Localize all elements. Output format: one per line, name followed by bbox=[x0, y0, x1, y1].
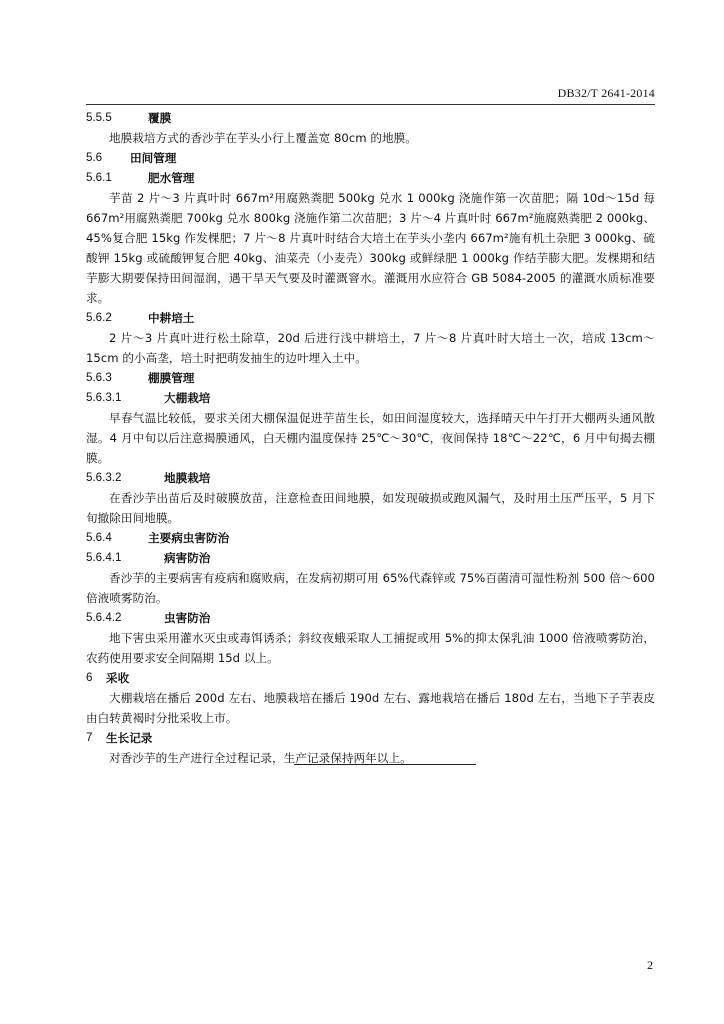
section-title: 主要病虫害防治 bbox=[148, 531, 230, 545]
paragraph: 大棚栽培在播后 200d 左右、地膜栽培在播后 190d 左右、露地栽培在播后 180d 左右，当地下子芋表皮由白转黄褐时分批采收上市。 bbox=[86, 691, 655, 725]
section-heading bbox=[86, 308, 655, 328]
section-title: 中耕培土 bbox=[148, 311, 195, 325]
section-number: 5.6.4 bbox=[86, 531, 112, 544]
paragraph: 地下害虫采用灌水灭虫或毒饵诱杀；斜纹夜蛾采取人工捕捉或用 5%的抑太保乳油 1000 倍液喷雾防治，农药使用要求安全间隔期 15d 以上。 bbox=[86, 631, 655, 665]
section-number: 5.5.5 bbox=[86, 111, 112, 124]
section-heading bbox=[86, 368, 655, 388]
paragraph: 2 片～3 片真叶进行松土除草，20d 后进行浅中耕培土，7 片～8 片真叶时大培土一次，培成 13cm～15cm 的小高垄，培土时把萌发抽生的边叶埋入土中。 bbox=[86, 331, 655, 365]
section-heading bbox=[86, 468, 655, 488]
section-heading bbox=[86, 388, 655, 408]
section-number: 7 bbox=[86, 731, 93, 744]
section-heading bbox=[86, 528, 655, 548]
header-divider bbox=[86, 104, 655, 105]
document-code: DB32/T 2641-2014 bbox=[557, 86, 655, 100]
paragraph: 在香沙芋出苗后及时破膜放苗，注意检查田间地膜，如发现破损或跑风漏气，及时用土压严压平，5 月下旬撤除田间地膜。 bbox=[86, 491, 655, 525]
section-title: 棚膜管理 bbox=[148, 371, 195, 385]
paragraph: 地膜栽培方式的香沙芋在芋头小行上覆盖宽 80cm 的地膜。 bbox=[109, 131, 417, 145]
section-number: 5.6.3 bbox=[86, 371, 112, 384]
paragraph: 芋苗 2 片～3 片真叶时 667m²用腐熟粪肥 500kg 兑水 1 000kg 浇施作第一次苗肥；隔 10d～15d 每 667m²用腐熟粪肥 700kg 兑水 800kg 浇施作第二次苗肥；3 片～4 片真叶时 667m²施腐熟粪肥 2 000kg、45%复合肥 15kg 作发棵肥；7 片～8 片真叶时结合大培土在芋头小垄内 667m²施有机土杂肥 3 000kg、硫酸钾 15kg 或硫酸钾复合肥 40kg、油菜壳（小麦壳）300kg 或鲜绿肥 1 000kg 作结芋膨大肥。发棵期和结芋膨大期要保持田间湿润，遇干旱天气要及时灌溉窨水。灌溉用水应符合 GB 5084-2005 的灌溉水质标准要求。 bbox=[86, 191, 655, 305]
section-number: 5.6.4.2 bbox=[86, 611, 122, 624]
section-title: 地膜栽培 bbox=[164, 471, 211, 485]
section-heading bbox=[86, 108, 655, 128]
page-number: 2 bbox=[647, 958, 653, 972]
section-number: 5.6.2 bbox=[86, 311, 112, 324]
section-heading bbox=[86, 668, 655, 688]
document-body bbox=[86, 108, 655, 768]
section-number: 5.6.4.1 bbox=[86, 551, 122, 564]
section-number: 5.6.3.2 bbox=[86, 471, 122, 484]
section-title: 肥水管理 bbox=[148, 171, 195, 185]
section-title: 病害防治 bbox=[164, 551, 211, 565]
paragraph: 对香沙芋的生产进行全过程记录，生产记录保持两年以上。 bbox=[109, 751, 412, 765]
section-number: 5.6.1 bbox=[86, 171, 112, 184]
section-heading bbox=[86, 548, 655, 568]
section-title: 覆膜 bbox=[148, 111, 172, 125]
end-of-document-rule bbox=[294, 764, 476, 765]
section-title: 采收 bbox=[106, 671, 130, 685]
section-title: 田间管理 bbox=[130, 151, 177, 165]
section-number: 5.6.3.1 bbox=[86, 391, 122, 404]
section-number: 5.6 bbox=[86, 151, 103, 164]
paragraph: 早春气温比较低，要求关闭大棚保温促进芋苗生长，如田间湿度较大，选择晴天中午打开大棚两头通风散湿。4 月中旬以后注意揭膜通风，白天棚内温度保持 25℃～30℃，夜间保持 18℃～22℃，6 月中旬揭去棚膜。 bbox=[86, 411, 655, 465]
section-heading bbox=[86, 168, 655, 188]
section-heading bbox=[86, 608, 655, 628]
section-heading bbox=[86, 728, 655, 748]
section-title: 虫害防治 bbox=[164, 611, 211, 625]
section-heading bbox=[86, 148, 655, 168]
section-title: 生长记录 bbox=[106, 731, 153, 745]
paragraph: 香沙芋的主要病害有疫病和腐败病，在发病初期可用 65%代森锌或 75%百菌清可湿性粉剂 500 倍～600 倍液喷雾防治。 bbox=[86, 571, 655, 605]
section-title: 大棚栽培 bbox=[164, 391, 211, 405]
section-number: 6 bbox=[86, 671, 93, 684]
